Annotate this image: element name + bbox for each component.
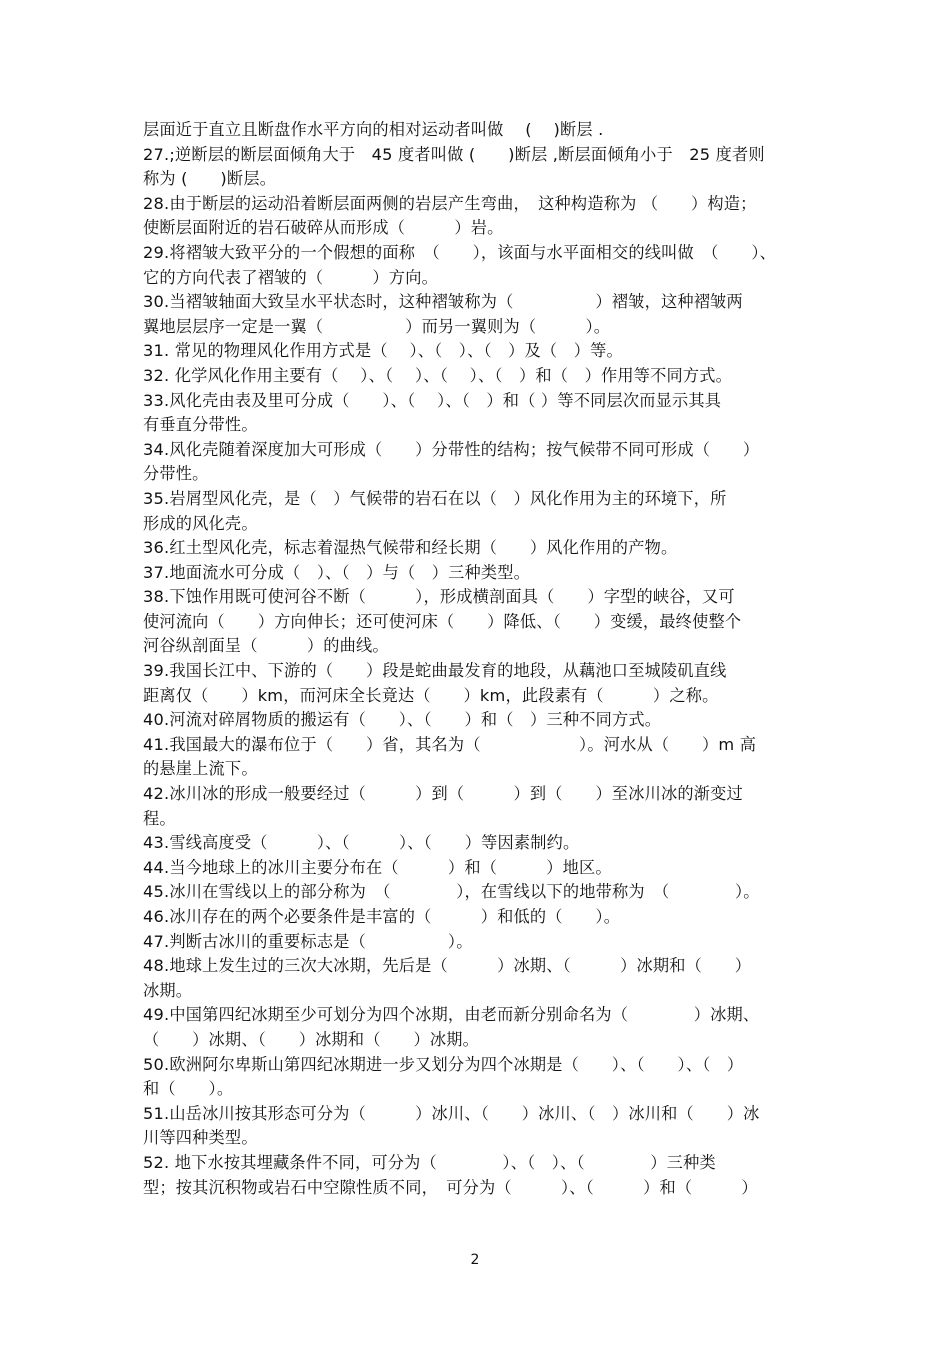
text-line: 51.山岳冰川按其形态可分为（ ）冰川、（ ）冰川、（ ）冰川和（ ）冰 — [143, 1103, 760, 1123]
text-line: 距离仅（ ）km，而河床全长竟达（ ）km，此段素有（ ）之称。 — [143, 685, 719, 705]
text-line: 36.红土型风化壳，标志着湿热气候带和经长期（ ）风化作用的产物。 — [143, 538, 678, 558]
text-line: 48.地球上发生过的三次大冰期，先后是（ ）冰期、（ ）冰期和（ ） — [143, 956, 752, 976]
text-line: 52. 地下水按其埋藏条件不同，可分为（ ）、（ ）、（ ）三种类 — [143, 1152, 716, 1172]
text-line: 分带性。 — [143, 464, 209, 484]
text-line: 层面近于直立且断盘作水平方向的相对运动者叫做 ( )断层 . — [143, 120, 604, 139]
text-line: 的悬崖上流下。 — [143, 759, 258, 779]
text-line: 45.冰川在雪线以上的部分称为 （ ），在雪线以下的地带称为 （ ）。 — [143, 882, 760, 902]
text-line: 34.风化壳随着深度加大可形成（ ）分带性的结构；按气候带不同可形成（ ） — [143, 439, 760, 459]
text-line: 和（ ）。 — [143, 1079, 234, 1099]
text-line: 使河流向（ ）方向伸长；还可使河床（ ）降低、（ ）变缓，最终使整个 — [143, 611, 742, 631]
text-line: 38.下蚀作用既可使河谷不断（ ），形成横剖面具（ ）字型的峡谷，又可 — [143, 587, 735, 607]
text-line: 形成的风化壳。 — [143, 513, 258, 533]
text-line: 28.由于断层的运动沿着断层面两侧的岩层产生弯曲， 这种构造称为 （ ）构造； — [143, 193, 757, 213]
text-line: 型；按其沉积物或岩石中空隙性质不同， 可分为（ ）、（ ）和（ ） — [143, 1177, 758, 1197]
text-line: 它的方向代表了褶皱的（ ）方向。 — [143, 267, 438, 287]
text-line: 41.我国最大的瀑布位于（ ）省，其名为（ ）。河水从（ ）m 高 — [143, 734, 757, 754]
text-line: 27.;逆断层的断层面倾角大于 45 度者叫做 ( )断层 ,断层面倾角小于 25 度者则 — [143, 144, 765, 164]
text-line: 程。 — [143, 808, 176, 828]
text-line: 川等四种类型。 — [143, 1128, 258, 1148]
text-line: 31. 常见的物理风化作用方式是（ ）、（ ）、（ ）及（ ）等。 — [143, 341, 623, 361]
question-text-block — [143, 118, 823, 1200]
text-line: 冰期。 — [143, 980, 193, 1000]
text-line: 49.中国第四纪冰期至少可划分为四个冰期，由老而新分别命名为（ ）冰期、 — [143, 1005, 760, 1025]
text-line: 翼地层层序一定是一翼（ ）而另一翼则为（ ）。 — [143, 316, 611, 336]
text-line: 42.冰川冰的形成一般要经过（ ）到（ ）到（ ）至冰川冰的渐变过 — [143, 784, 743, 804]
text-line: 44.当今地球上的冰川主要分布在（ ）和（ ）地区。 — [143, 857, 612, 877]
text-line: 有垂直分带性。 — [143, 415, 258, 435]
text-line: 40.河流对碎屑物质的搬运有（ ）、（ ）和（ ）三种不同方式。 — [143, 710, 662, 730]
text-line: 称为 ( )断层。 — [143, 169, 277, 189]
text-line: 使断层面附近的岩石破碎从而形成（ ）岩。 — [143, 218, 504, 238]
text-line: 37.地面流水可分成（ ）、（ ）与（ ）三种类型。 — [143, 562, 531, 582]
text-line: 32. 化学风化作用主要有（ ）、（ ）、（ ）、（ ）和（ ）作用等不同方式。 — [143, 365, 733, 385]
text-line: 39.我国长江中、下游的（ ）段是蛇曲最发育的地段，从藕池口至城陵矶直线 — [143, 661, 727, 681]
text-line: 33.风化壳由表及里可分成（ ）、（ ）、（ ）和（ ）等不同层次而显示其具 — [143, 390, 722, 410]
text-line: 35.岩屑型风化壳，是（ ）气候带的岩石在以（ ）风化作用为主的环境下，所 — [143, 488, 727, 508]
text-line: 河谷纵剖面呈（ ）的曲线。 — [143, 636, 389, 656]
text-line: 29.将褶皱大致平分的一个假想的面称 （ ），该面与水平面相交的线叫做 （ ）、 — [143, 242, 777, 262]
page-number: 2 — [470, 1252, 480, 1268]
text-line: 50.欧洲阿尔卑斯山第四纪冰期进一步又划分为四个冰期是（ ）、（ ）、（ ） — [143, 1054, 744, 1074]
text-line: 46.冰川存在的两个必要条件是丰富的（ ）和低的（ ）。 — [143, 907, 621, 926]
text-line: 47.判断古冰川的重要标志是（ ）。 — [143, 931, 473, 951]
text-line: 43.雪线高度受（ ）、（ ）、（ ）等因素制约。 — [143, 833, 580, 853]
text-line: 30.当褶皱轴面大致呈水平状态时，这种褶皱称为（ ）褶皱，这种褶皱两 — [143, 292, 743, 312]
text-line: （ ）冰期、（ ）冰期和（ ）冰期。 — [143, 1029, 480, 1049]
